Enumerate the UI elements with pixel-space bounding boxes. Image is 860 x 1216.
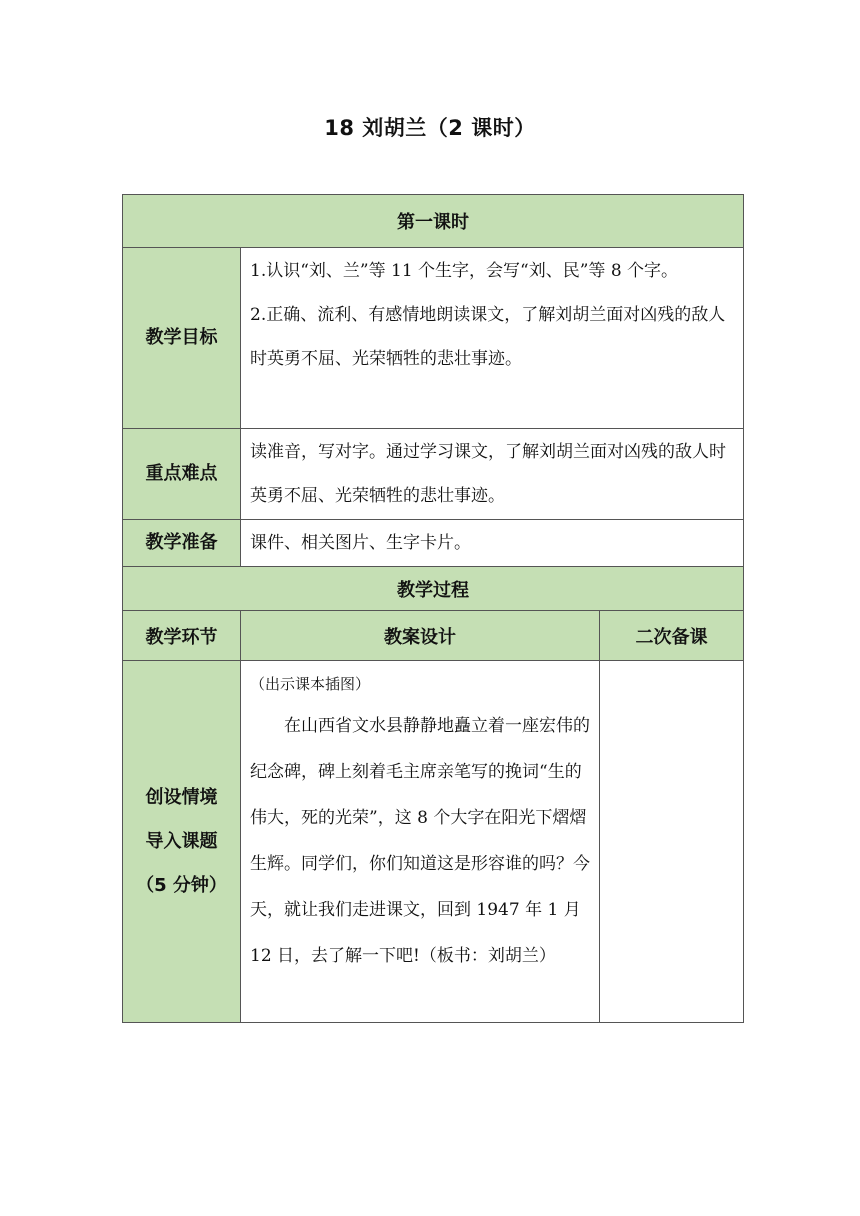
section-row-process [123,567,744,611]
stage-label-line: 导入课题 [145,830,218,852]
column-header-design: 教案设计 [241,611,600,661]
preparation-content: 课件、相关图片、生字卡片。 [241,520,744,567]
column-header-stage: 教学环节 [123,611,241,661]
table-row [123,661,744,1023]
key-points-row [123,429,744,520]
stage-label-line: 创设情境 [145,786,218,808]
stage-label [123,661,241,1023]
stage-label-line: （5 分钟） [136,874,227,896]
objectives-row [123,248,744,429]
key-points-content: 读准音，写对字。通过学习课文，了解刘胡兰面对凶残的敌人时英勇不屈、光荣牺牲的悲壮事迹。 [241,429,744,520]
lesson-body: 在山西省文水县静静地矗立着一座宏伟的纪念碑，碑上刻着毛主席亲笔写的挽词“生的伟大，死的光荣”，这 8 个大字在阳光下熠熠生辉。同学们，你们知道这是形容谁的吗？今天，就让我们走进课文，回到 1947 年 1 月 12 日，去了解一下吧!（板书：刘胡兰） [250,716,590,966]
preparation-label: 教学准备 [123,520,241,567]
objective-item: 2.正确、流利、有感情地朗读课文，了解刘胡兰面对凶残的敌人时英勇不屈、光荣牺牲的悲壮事迹。 [250,305,726,369]
section-header-first-lesson: 第一课时 [123,195,744,248]
preparation-row [123,520,744,567]
section-header-process: 教学过程 [123,567,744,611]
objectives-label: 教学目标 [123,248,241,429]
column-header-row [123,611,744,661]
lesson-design-cell [241,661,600,1023]
key-points-label: 重点难点 [123,429,241,520]
objectives-content [241,248,744,429]
page-title: 18 刘胡兰（2 课时） [324,116,536,140]
section-row-first-lesson [123,195,744,248]
column-header-revision: 二次备课 [600,611,744,661]
objective-item: 1.认识“刘、兰”等 11 个生字，会写“刘、民”等 8 个字。 [250,261,679,281]
lesson-note: （出示课本插图） [250,675,371,693]
lesson-plan-table [122,194,744,1023]
revision-cell [600,661,744,1023]
